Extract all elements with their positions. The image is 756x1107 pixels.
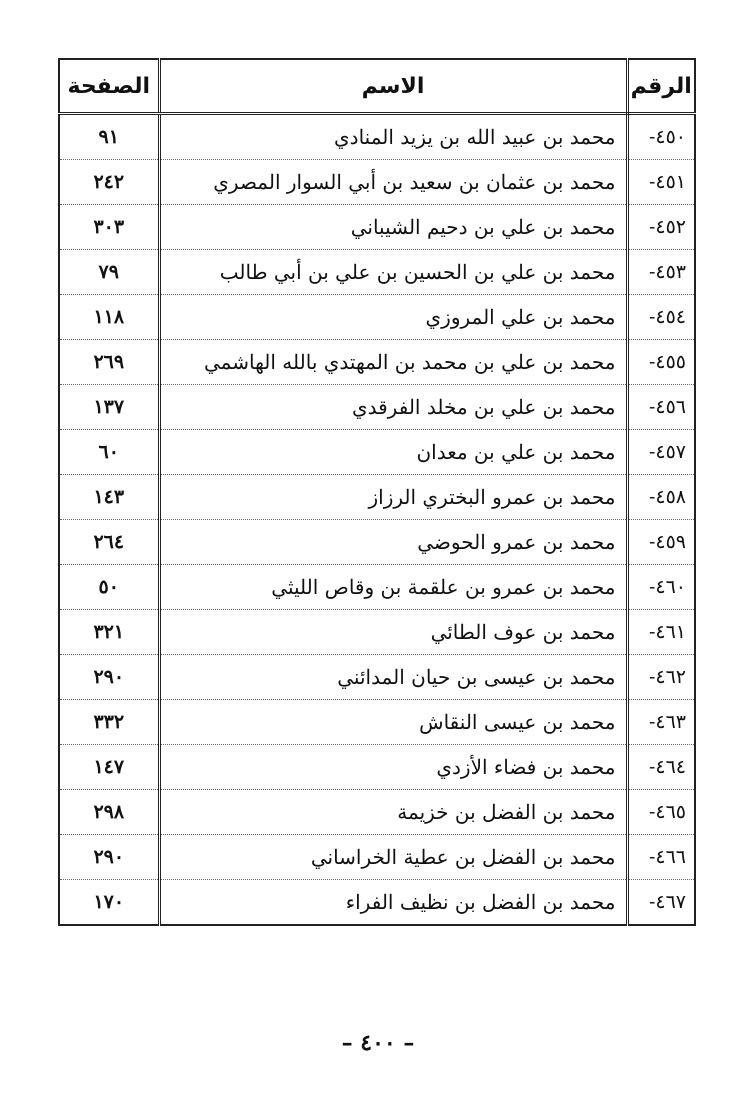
entry-name: محمد بن عوف الطائي [159,610,627,655]
entry-name: محمد بن علي المروزي [159,295,627,340]
table-row [59,114,695,160]
table-row [59,160,695,205]
table-row [59,790,695,835]
entry-name: محمد بن فضاء الأزدي [159,745,627,790]
entry-name: محمد بن علي بن مخلد الفرقدي [159,385,627,430]
entry-page: ٩١ [59,114,159,160]
entry-name: محمد بن عيسى بن حيان المدائني [159,655,627,700]
entry-page: ٢٦٤ [59,520,159,565]
table-row [59,700,695,745]
entry-name: محمد بن علي بن معدان [159,430,627,475]
table-row [59,340,695,385]
entry-number: ٤٥٢- [627,205,695,250]
entry-page: ١٣٧ [59,385,159,430]
column-header-page: الصفحة [59,59,159,114]
entry-number: ٤٥٣- [627,250,695,295]
entry-number: ٤٥٨- [627,475,695,520]
column-header-number: الرقم [627,59,695,114]
entry-name: محمد بن عبيد الله بن يزيد المنادي [159,114,627,160]
entry-page: ٢٩٨ [59,790,159,835]
entry-page: ٢٤٢ [59,160,159,205]
entry-number: ٤٥٦- [627,385,695,430]
entry-page: ٣٠٣ [59,205,159,250]
table-row [59,880,695,926]
entry-page: ١٤٧ [59,745,159,790]
entry-name: محمد بن عيسى النقاش [159,700,627,745]
table-row [59,250,695,295]
page-number: – ٤٠٠ – [341,1030,415,1056]
entry-number: ٤٥٩- [627,520,695,565]
table-row [59,745,695,790]
table-row [59,655,695,700]
entry-page: ٣٢١ [59,610,159,655]
entry-name: محمد بن عمرو الحوضي [159,520,627,565]
table-row [59,205,695,250]
entry-page: ٧٩ [59,250,159,295]
entry-page: ٥٠ [59,565,159,610]
table-row [59,565,695,610]
entry-number: ٤٦٥- [627,790,695,835]
entry-number: ٤٦٦- [627,835,695,880]
entry-name: محمد بن علي بن محمد بن المهتدي بالله الهاشمي [159,340,627,385]
table-row [59,835,695,880]
entry-number: ٤٥٤- [627,295,695,340]
entry-page: ١١٨ [59,295,159,340]
entry-page: ٢٦٩ [59,340,159,385]
entry-name: محمد بن علي بن الحسين بن علي بن أبي طالب [159,250,627,295]
table-row [59,475,695,520]
index-table [58,58,696,926]
entry-page: ٦٠ [59,430,159,475]
entry-page: ١٧٠ [59,880,159,926]
entry-page: ١٤٣ [59,475,159,520]
entry-page: ٣٣٢ [59,700,159,745]
entry-number: ٤٦١- [627,610,695,655]
table-row [59,610,695,655]
entry-name: محمد بن عثمان بن سعيد بن أبي السوار المصري [159,160,627,205]
entry-number: ٤٦٣- [627,700,695,745]
entry-number: ٤٥٠- [627,114,695,160]
entry-number: ٤٥٥- [627,340,695,385]
table-row [59,520,695,565]
entry-name: محمد بن الفضل بن نظيف الفراء [345,890,616,914]
entry-name: محمد بن الفضل بن عطية الخراساني [159,835,627,880]
entry-number: ٤٦٧- [627,880,695,926]
entry-page: ٢٩٠ [59,835,159,880]
table-body [59,59,695,925]
entry-name: محمد بن عمرو البختري الرزاز [159,475,627,520]
entry-page: ٢٩٠ [59,655,159,700]
entry-name: محمد بن عمرو بن علقمة بن وقاص الليثي [159,565,627,610]
table-row [59,385,695,430]
entry-number: ٤٥٧- [627,430,695,475]
table-row [59,430,695,475]
table-row [59,295,695,340]
entry-number: ٤٦٢- [627,655,695,700]
entry-name: محمد بن علي بن دحيم الشيباني [159,205,627,250]
entry-name: محمد بن الفضل بن خزيمة [159,790,627,835]
column-header-name: الاسم [159,59,627,114]
entry-number: ٤٦٠- [627,565,695,610]
entry-number: ٤٥١- [627,160,695,205]
entry-number: ٤٦٤- [627,745,695,790]
table-header-row [59,59,695,114]
